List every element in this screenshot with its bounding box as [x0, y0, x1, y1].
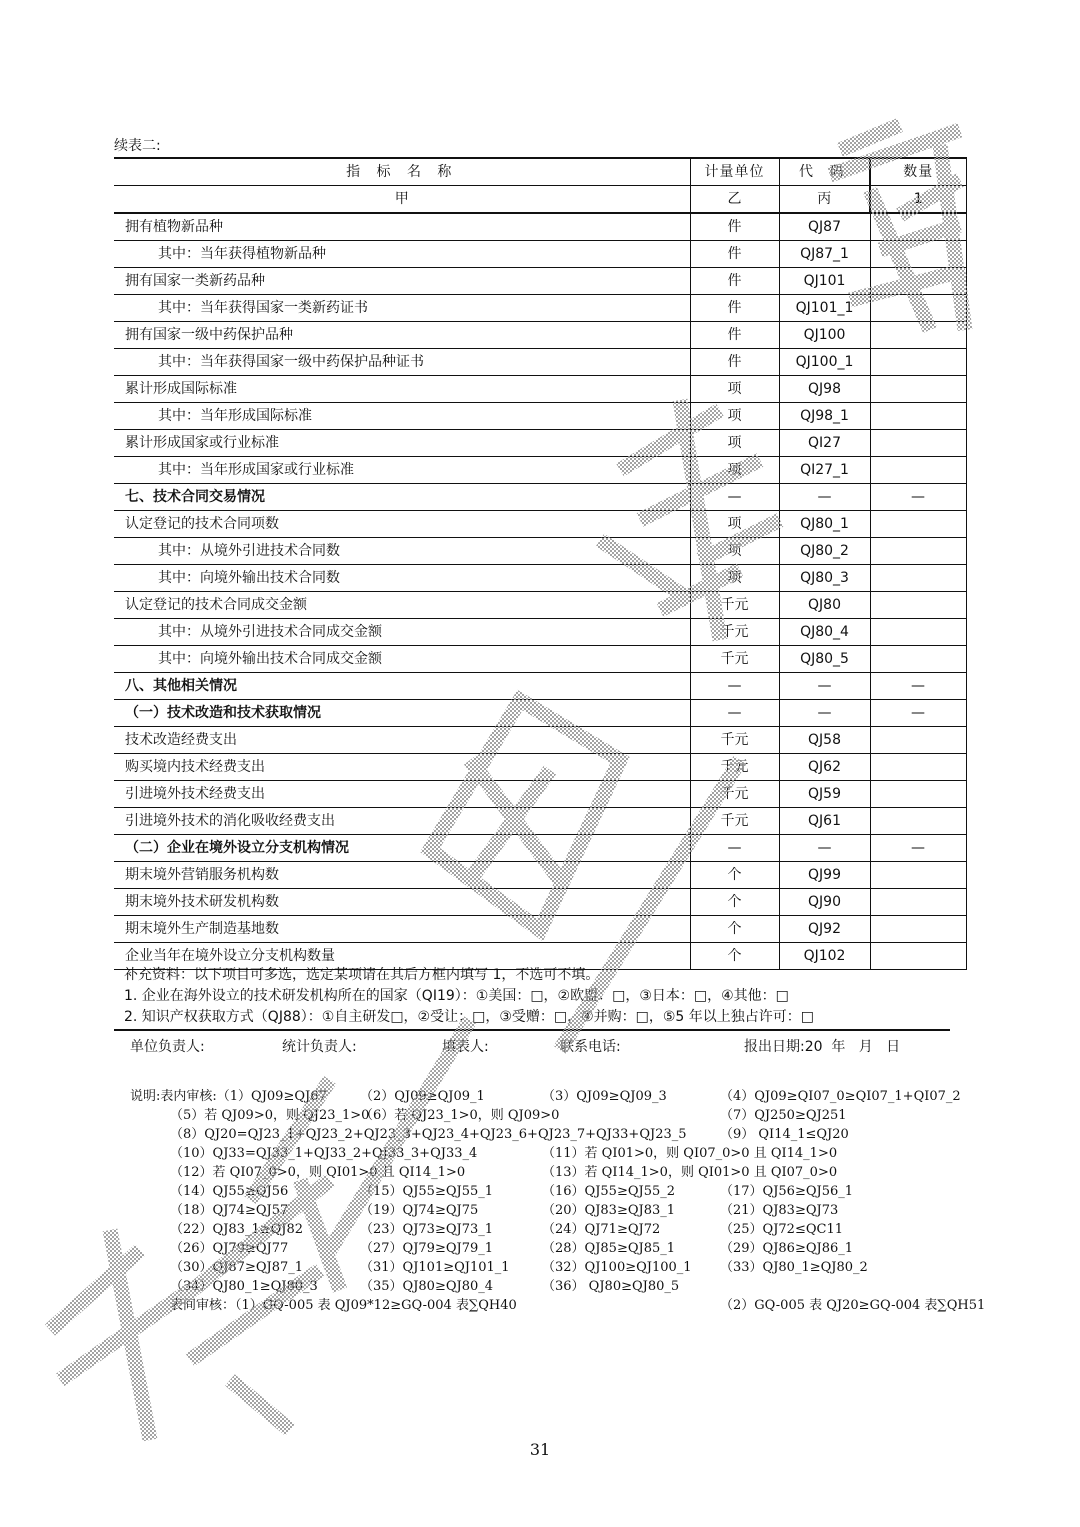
code-cell: QJ90 [779, 889, 870, 916]
code-cell: QI27_1 [779, 457, 870, 484]
table-subheader-row [114, 186, 966, 214]
quantity-cell[interactable] [870, 889, 966, 916]
table-row [114, 592, 966, 619]
note-item: （26）QJ79≥QJ77 [170, 1241, 289, 1256]
quantity-cell[interactable] [870, 349, 966, 376]
phone-label: 联系电话: [560, 1039, 621, 1055]
table-row [114, 322, 966, 349]
supplement-divider [114, 1029, 950, 1031]
quantity-cell[interactable] [870, 538, 966, 565]
table-row [114, 619, 966, 646]
quantity-cell[interactable] [870, 376, 966, 403]
table-row [114, 538, 966, 565]
note-item: （22）QJ83_1≥QJ82 [170, 1222, 304, 1237]
indicator-name-cell: 拥有植物新品种 [114, 213, 690, 241]
indicator-name-cell: （一）技术改造和技术获取情况 [114, 700, 690, 727]
quantity-cell[interactable] [870, 295, 966, 322]
note-item: （9） QI14_1≤QJ20 [720, 1127, 849, 1142]
unit-cell: 项 [690, 538, 779, 565]
note-item: （24）QJ71≥QJ72 [542, 1222, 661, 1237]
table-row [114, 295, 966, 322]
unit-cell: 件 [690, 322, 779, 349]
indicator-name-cell: 引进境外技术的消化吸收经费支出 [114, 808, 690, 835]
unit-cell: 项 [690, 565, 779, 592]
quantity-cell[interactable] [870, 754, 966, 781]
code-cell: QJ101_1 [779, 295, 870, 322]
table-row [114, 835, 966, 862]
table-row [114, 213, 966, 241]
note-item: （19）QJ74≥QJ75 [360, 1203, 479, 1218]
unit-cell: 件 [690, 349, 779, 376]
indicator-name-cell: 累计形成国家或行业标准 [114, 430, 690, 457]
note-item: （10）QJ33=QJ33_1+QJ33_2+QJ33_3+QJ33_4 [170, 1146, 478, 1161]
unit-cell: 项 [690, 430, 779, 457]
table-row [114, 376, 966, 403]
indicator-name-cell: 七、技术合同交易情况 [114, 484, 690, 511]
code-cell: — [779, 835, 870, 862]
note-item: （32）QJ100≥QJ100_1 [542, 1260, 692, 1275]
note-item: （20）QJ83≥QJ83_1 [542, 1203, 676, 1218]
code-cell: QJ87_1 [779, 241, 870, 268]
indicator-name-cell: 其中：当年获得国家一类新药证书 [114, 295, 690, 322]
table-body [114, 213, 966, 970]
indicator-name-cell: 其中：从境外引进技术合同成交金额 [114, 619, 690, 646]
code-cell: QJ102 [779, 943, 870, 970]
unit-cell: 个 [690, 943, 779, 970]
table-row [114, 241, 966, 268]
note-item: 表间审核：（1）GQ-005 表 QJ09*12≥GQ-004 表∑QH40 [170, 1298, 517, 1313]
quantity-cell: — [870, 484, 966, 511]
note-item: （28）QJ85≥QJ85_1 [542, 1241, 676, 1256]
quantity-cell[interactable] [870, 268, 966, 295]
quantity-cell[interactable] [870, 511, 966, 538]
indicator-name-cell: 其中：当年获得植物新品种 [114, 241, 690, 268]
unit-cell: 件 [690, 268, 779, 295]
header-unit: 计量单位 [690, 158, 779, 186]
filler-label: 填表人: [442, 1039, 489, 1055]
indicator-name-cell: 其中：从境外引进技术合同数 [114, 538, 690, 565]
table-row [114, 889, 966, 916]
quantity-cell[interactable] [870, 862, 966, 889]
quantity-cell[interactable] [870, 322, 966, 349]
quantity-cell[interactable] [870, 727, 966, 754]
code-cell: QJ80 [779, 592, 870, 619]
note-item: （23）QJ73≥QJ73_1 [360, 1222, 494, 1237]
unit-cell: 千元 [690, 592, 779, 619]
supplement-item-1: 1. 企业在海外设立的技术研发机构所在的国家（QI19）：①美国：□，②欧盟：□，③日本：□，④其他：□ [124, 988, 789, 1004]
note-item: （34）QJ80_1≥QJ80_3 [170, 1279, 318, 1294]
indicator-name-cell: 其中：向境外输出技术合同成交金额 [114, 646, 690, 673]
table-row [114, 403, 966, 430]
note-item: （31）QJ101≥QJ101_1 [360, 1260, 510, 1275]
code-cell: QJ61 [779, 808, 870, 835]
note-item: （6）若 QJ23_1>0，则 QJ09>0 [360, 1108, 560, 1123]
unit-cell: 个 [690, 916, 779, 943]
table-row [114, 268, 966, 295]
unit-cell: 项 [690, 376, 779, 403]
signoff-row [130, 1036, 950, 1058]
note-item: （17）QJ56≥QJ56_1 [720, 1184, 854, 1199]
supplement-intro: 补充资料：以下项目可多选，选定某项请在其后方框内填写 1，不选可不填。 [124, 967, 600, 983]
report-date-label: 报出日期:20 年 月 日 [744, 1039, 901, 1055]
unit-cell: — [690, 700, 779, 727]
code-cell: QJ80_4 [779, 619, 870, 646]
unit-cell: 千元 [690, 781, 779, 808]
quantity-cell[interactable] [870, 646, 966, 673]
header-name: 指 标 名 称 [114, 158, 690, 186]
unit-cell: 项 [690, 403, 779, 430]
note-item: （2）GQ-005 表 QJ20≥GQ-004 表∑QH51 [720, 1298, 986, 1313]
code-cell: QJ101 [779, 268, 870, 295]
quantity-cell[interactable] [870, 619, 966, 646]
indicator-name-cell: 其中：当年形成国家或行业标准 [114, 457, 690, 484]
indicator-name-cell: 认定登记的技术合同项数 [114, 511, 690, 538]
quantity-cell[interactable] [870, 943, 966, 970]
code-cell: QJ100 [779, 322, 870, 349]
subheader-unit: 乙 [690, 186, 779, 214]
code-cell: QJ58 [779, 727, 870, 754]
note-item: （15）QJ55≥QJ55_1 [360, 1184, 494, 1199]
code-cell: QJ99 [779, 862, 870, 889]
code-cell: QJ80_5 [779, 646, 870, 673]
note-item: （21）QJ83≥QJ73 [720, 1203, 839, 1218]
note-item: （33）QJ80_1≥QJ80_2 [720, 1260, 868, 1275]
indicator-name-cell: 拥有国家一级中药保护品种 [114, 322, 690, 349]
table-header-row [114, 158, 966, 186]
note-item: （4）QJ09≥QI07_0≥QI07_1+QI07_2 [720, 1089, 961, 1104]
code-cell: QJ92 [779, 916, 870, 943]
table-row [114, 862, 966, 889]
note-item: （30）QJ87≥QJ87_1 [170, 1260, 304, 1275]
quantity-cell[interactable] [870, 241, 966, 268]
code-cell: QJ80_2 [779, 538, 870, 565]
note-item: （35）QJ80≥QJ80_4 [360, 1279, 494, 1294]
note-item: （14）QJ55≥QJ56 [170, 1184, 289, 1199]
table-row [114, 511, 966, 538]
note-item: （18）QJ74≥QJ57 [170, 1203, 289, 1218]
code-cell: QJ62 [779, 754, 870, 781]
subheader-qty: 1 [870, 186, 966, 214]
unit-cell: 千元 [690, 619, 779, 646]
table-row [114, 808, 966, 835]
indicator-name-cell: 认定登记的技术合同成交金额 [114, 592, 690, 619]
code-cell: QJ59 [779, 781, 870, 808]
note-item: （29）QJ86≥QJ86_1 [720, 1241, 854, 1256]
supplement-item-2: 2. 知识产权获取方式（QJ88）：①自主研发□，②受让：□，③受赠：□，④并购：□，⑤5 年以上独占许可：□ [124, 1009, 815, 1025]
indicator-name-cell: 购买境内技术经费支出 [114, 754, 690, 781]
quantity-cell: — [870, 700, 966, 727]
table-row [114, 565, 966, 592]
code-cell: QJ87 [779, 213, 870, 241]
unit-cell: 件 [690, 241, 779, 268]
unit-cell: — [690, 484, 779, 511]
indicator-name-cell: 引进境外技术经费支出 [114, 781, 690, 808]
quantity-cell: — [870, 835, 966, 862]
note-item: （2）QJ09≥QJ09_1 [360, 1089, 485, 1104]
unit-cell: 千元 [690, 808, 779, 835]
code-cell: — [779, 484, 870, 511]
indicator-name-cell: （二）企业在境外设立分支机构情况 [114, 835, 690, 862]
quantity-cell[interactable] [870, 592, 966, 619]
note-item: （25）QJ72≤QC11 [720, 1222, 843, 1237]
continuation-label: 续表二: [114, 138, 161, 154]
code-cell: QJ98 [779, 376, 870, 403]
unit-cell: 件 [690, 213, 779, 241]
code-cell: QJ80_1 [779, 511, 870, 538]
table-row [114, 430, 966, 457]
unit-cell: 千元 [690, 727, 779, 754]
unit-cell: 个 [690, 862, 779, 889]
table-row [114, 673, 966, 700]
note-item: （7）QJ250≥QJ251 [720, 1108, 847, 1123]
note-item: （11）若 QI01>0，则 QI07_0>0 且 QI14_1>0 [542, 1146, 838, 1161]
unit-cell: — [690, 673, 779, 700]
table-row [114, 646, 966, 673]
note-item: （12）若 QI07_0>0，则 QI01>0 且 QI14_1>0 [170, 1165, 466, 1180]
note-item: 说明:表内审核:（1）QJ09≥QJ67 [130, 1089, 327, 1104]
supplement-section [124, 965, 814, 1028]
note-item: （5）若 QJ09>0，则 QJ23_1>0 [170, 1108, 370, 1123]
indicator-name-cell: 期末境外营销服务机构数 [114, 862, 690, 889]
unit-cell: — [690, 835, 779, 862]
quantity-cell: — [870, 673, 966, 700]
unit-cell: 件 [690, 295, 779, 322]
quantity-cell[interactable] [870, 916, 966, 943]
indicator-name-cell: 其中：向境外输出技术合同数 [114, 565, 690, 592]
table-row [114, 754, 966, 781]
table-row [114, 349, 966, 376]
note-item: （16）QJ55≥QJ55_2 [542, 1184, 676, 1199]
quantity-cell[interactable] [870, 457, 966, 484]
unit-cell: 项 [690, 511, 779, 538]
note-item: （13）若 QI14_1>0，则 QI01>0 且 QI07_0>0 [542, 1165, 838, 1180]
unit-head-label: 单位负责人: [130, 1039, 205, 1055]
quantity-cell[interactable] [870, 565, 966, 592]
table-row [114, 457, 966, 484]
quantity-cell[interactable] [870, 403, 966, 430]
note-item: （27）QJ79≥QJ79_1 [360, 1241, 494, 1256]
indicator-table [114, 157, 967, 970]
page-number: 31 [529, 1440, 551, 1459]
indicator-name-cell: 拥有国家一类新药品种 [114, 268, 690, 295]
code-cell: QJ100_1 [779, 349, 870, 376]
table-row [114, 484, 966, 511]
subheader-code: 丙 [779, 186, 870, 214]
note-item: （3）QJ09≥QJ09_3 [542, 1089, 667, 1104]
table-row [114, 700, 966, 727]
indicator-name-cell: 八、其他相关情况 [114, 673, 690, 700]
unit-cell: 项 [690, 457, 779, 484]
indicator-name-cell: 期末境外技术研发机构数 [114, 889, 690, 916]
table-row [114, 916, 966, 943]
header-qty: 数量 [870, 158, 966, 186]
note-item: （8）QJ20=QJ23_1+QJ23_2+QJ23_3+QJ23_4+QJ23_6+QJ23_7+QJ33+QJ23_5 [170, 1127, 687, 1142]
stat-head-label: 统计负责人: [282, 1039, 357, 1055]
indicator-name-cell: 技术改造经费支出 [114, 727, 690, 754]
code-cell: — [779, 673, 870, 700]
header-code: 代 码 [779, 158, 870, 186]
subheader-name: 甲 [114, 186, 690, 214]
table-row [114, 781, 966, 808]
indicator-name-cell: 企业当年在境外设立分支机构数量 [114, 943, 690, 970]
code-cell: QJ80_3 [779, 565, 870, 592]
quantity-cell[interactable] [870, 213, 966, 241]
quantity-cell[interactable] [870, 808, 966, 835]
unit-cell: 千元 [690, 646, 779, 673]
indicator-name-cell: 其中：当年获得国家一级中药保护品种证书 [114, 349, 690, 376]
indicator-name-cell: 其中：当年形成国际标准 [114, 403, 690, 430]
indicator-name-cell: 期末境外生产制造基地数 [114, 916, 690, 943]
code-cell: QJ98_1 [779, 403, 870, 430]
code-cell: QI27 [779, 430, 870, 457]
unit-cell: 千元 [690, 754, 779, 781]
note-item: （36） QJ80≥QJ80_5 [542, 1279, 680, 1294]
table-row [114, 727, 966, 754]
code-cell: — [779, 700, 870, 727]
unit-cell: 个 [690, 889, 779, 916]
quantity-cell[interactable] [870, 781, 966, 808]
quantity-cell[interactable] [870, 430, 966, 457]
indicator-name-cell: 累计形成国际标准 [114, 376, 690, 403]
